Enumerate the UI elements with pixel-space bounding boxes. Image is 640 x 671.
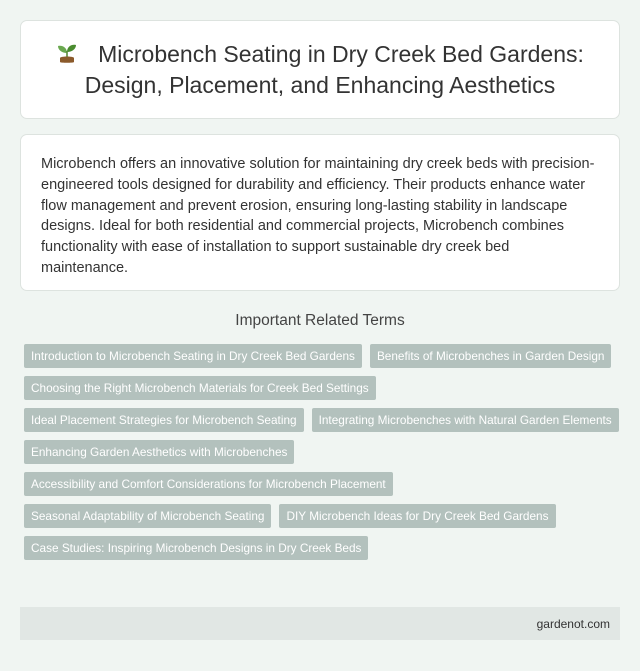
title-card	[20, 20, 620, 119]
intro-text: Microbench offers an innovative solution for maintaining dry creek beds with precision-engineered tools designed for durability and efficiency. Their products enhance water flow management and prevent erosion, ensuring long-lasting stability in landscape designs. Ideal for both residential and commercial projects, Microbench combines functionality with ease of installation to support sustainable dry creek bed maintenance.	[41, 156, 595, 276]
related-term-tag[interactable]: DIY Microbench Ideas for Dry Creek Bed Gardens	[279, 504, 555, 528]
related-term-tag[interactable]: Integrating Microbenches with Natural Garden Elements	[312, 408, 619, 432]
related-term-tag[interactable]: Case Studies: Inspiring Microbench Designs in Dry Creek Beds	[24, 536, 368, 560]
intro-card	[20, 134, 620, 291]
related-term-tag[interactable]: Accessibility and Comfort Considerations for Microbench Placement	[24, 472, 393, 496]
page-title	[51, 39, 589, 101]
related-term-tag[interactable]: Ideal Placement Strategies for Microbench Seating	[24, 408, 304, 432]
related-term-tag[interactable]: Benefits of Microbenches in Garden Design	[370, 344, 612, 368]
related-terms-list	[24, 344, 624, 560]
related-terms-heading: Important Related Terms	[235, 312, 405, 329]
page-title-text: Microbench Seating in Dry Creek Bed Gardens: Design, Placement, and Enhancing Aesthetics	[84, 40, 584, 98]
related-term-tag[interactable]: Enhancing Garden Aesthetics with Microbenches	[24, 440, 294, 464]
related-term-tag[interactable]: Introduction to Microbench Seating in Dry Creek Bed Gardens	[24, 344, 362, 368]
related-term-tag[interactable]: Seasonal Adaptability of Microbench Seating	[24, 504, 271, 528]
sprout-icon	[56, 42, 78, 64]
footer-site-link[interactable]: gardenot.com	[536, 616, 610, 631]
footer	[20, 607, 620, 640]
related-term-tag[interactable]: Choosing the Right Microbench Materials for Creek Bed Settings	[24, 376, 376, 400]
